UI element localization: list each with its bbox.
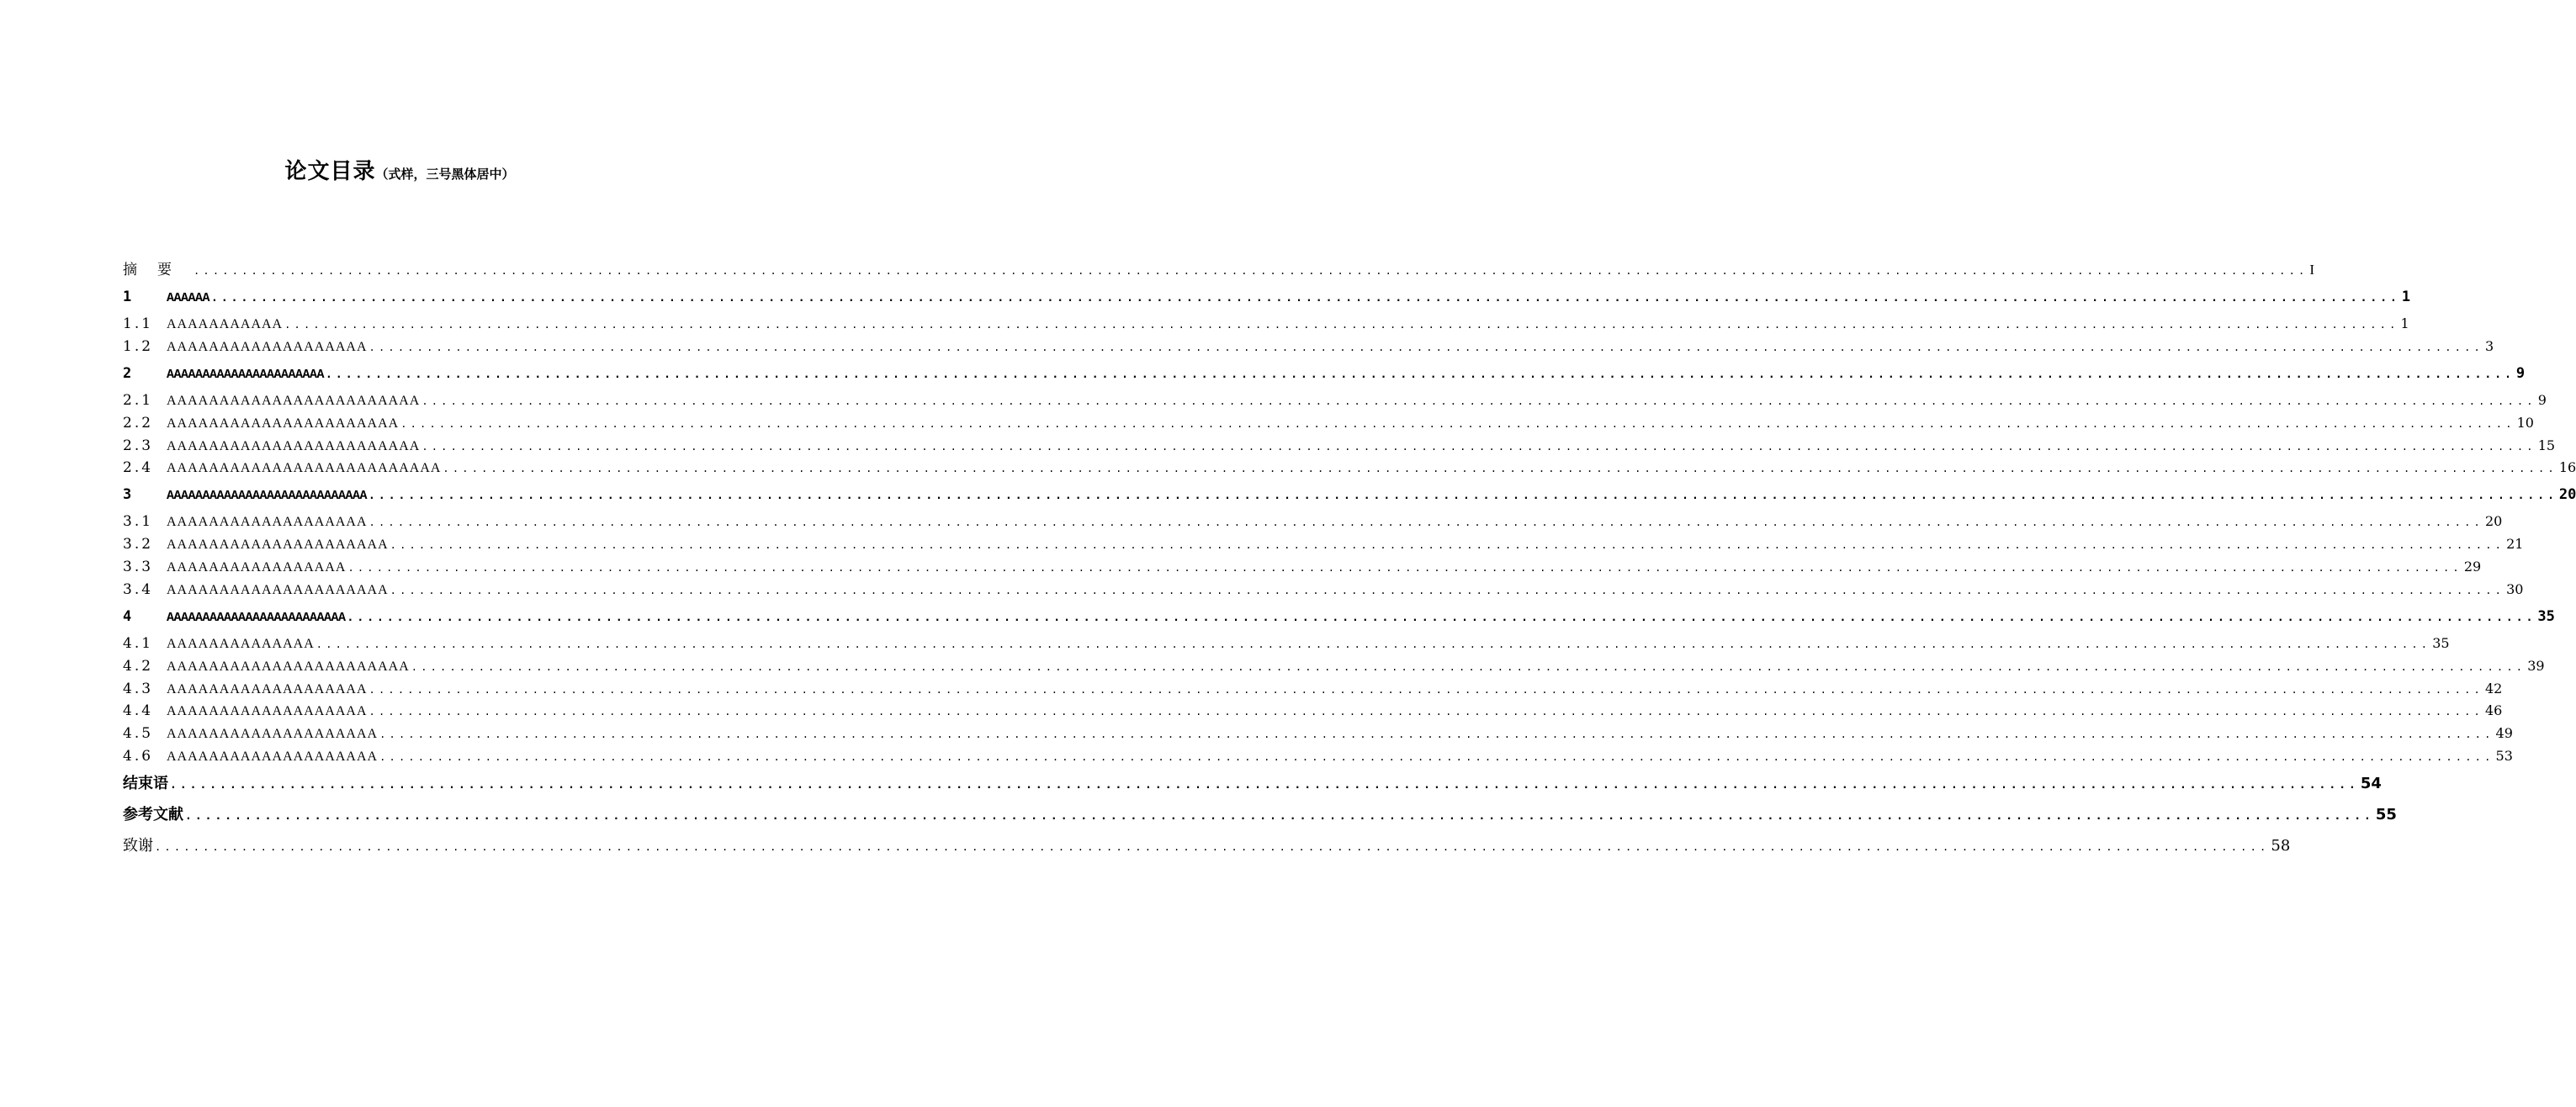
toc-dot-leader: ............................................................................................................................................................................................................................ [368, 516, 2483, 529]
toc-entry-title: 致谢 [123, 837, 153, 855]
toc-entry[interactable] [123, 259, 2315, 282]
toc-entry[interactable] [123, 655, 2545, 678]
toc-entry-title: 摘要 [123, 262, 192, 278]
toc-entry-number: 2.1 [123, 391, 154, 409]
toc-entry-page-number: 54 [2360, 774, 2382, 792]
toc-entry-title: AAAAAAAAAAAAAAAAAAAAAA [167, 416, 400, 431]
toc-entry-page-number: 30 [2506, 580, 2524, 597]
toc-entry-page-number: 9 [2515, 364, 2526, 382]
toc-dot-leader: ............................................................................................................................................................................................................................ [193, 265, 2308, 277]
toc-entry[interactable] [123, 412, 2534, 435]
toc-entry-number: 2.4 [123, 459, 154, 477]
toc-entry-title: AAAAAAAAAAAAAAAAAAA [167, 704, 368, 719]
toc-entry-page-number: 20 [2558, 486, 2576, 504]
toc-dot-leader: ............................................................................................................................................................................................................................ [315, 638, 2431, 650]
toc-entry-title: AAAAAAAAAAAAAAAAAAA [167, 339, 368, 354]
toc-entry-title: AAAAAA [167, 290, 210, 305]
toc-entry[interactable] [123, 336, 2494, 358]
toc-dot-leader: ............................................................................................................................................................................................................................ [379, 750, 2494, 763]
toc-entry-title: 结束语 [123, 774, 168, 792]
toc-entry-title: 参考文献 [123, 806, 183, 824]
toc-entry[interactable] [123, 633, 2450, 655]
toc-entry[interactable] [123, 723, 2513, 745]
toc-entry-page-number: 39 [2527, 657, 2545, 674]
toc-entry-title: AAAAAAAAAAAAAAAAAAAAA [167, 538, 389, 553]
toc-dot-leader: ............................................................................................................................................................................................................................ [390, 539, 2505, 552]
toc-entry-page-number: 29 [2463, 559, 2482, 575]
toc-entry[interactable] [123, 313, 2409, 336]
toc-dot-leader: ............................................................................................................................................................................................................................ [421, 395, 2536, 407]
toc-dot-leader: ............................................................................................................................................................................................................................ [368, 341, 2483, 353]
toc-dot-leader: ............................................................................................................................................................................................................................ [326, 368, 2515, 381]
toc-entry[interactable] [123, 389, 2547, 412]
toc-entry-number: 4.3 [123, 680, 154, 697]
toc-dot-leader: ............................................................................................................................................................................................................................ [368, 683, 2483, 696]
toc-dot-leader: ............................................................................................................................................................................................................................ [211, 291, 2400, 305]
toc-entry-number: 3.1 [123, 513, 154, 531]
toc-entry-number: 3.2 [123, 536, 154, 554]
toc-entry-title: AAAAAAAAAAAAAAAAAAAAA [167, 582, 389, 597]
table-of-contents [123, 259, 2576, 862]
toc-entry-page-number: 58 [2271, 837, 2291, 855]
toc-entry-page-number: 35 [2537, 607, 2555, 625]
toc-entry-title: AAAAAAAAAAAAAA [167, 636, 315, 651]
toc-entry-title: AAAAAAAAAAAAAAAAAAAA [167, 727, 379, 742]
toc-entry-page-number: 21 [2506, 536, 2524, 553]
toc-entry-page-number: 1 [2400, 315, 2409, 332]
toc-entry-title: AAAAAAAAAAAAAAAAA [167, 560, 347, 575]
toc-entry-page-number: 53 [2495, 747, 2513, 764]
toc-entry[interactable] [123, 435, 2556, 458]
toc-entry[interactable] [123, 579, 2524, 601]
toc-entry-number: 2.2 [123, 414, 154, 432]
toc-entry-title: AAAAAAAAAAAAAAAAAAA [167, 515, 368, 530]
toc-dot-leader: ............................................................................................................................................................................................................................ [185, 810, 2374, 824]
toc-entry-page-number: 35 [2432, 634, 2450, 651]
toc-entry-title: AAAAAAAAAAAAAAAAAAAAAAAAAA [167, 461, 442, 476]
toc-entry[interactable] [123, 700, 2503, 723]
toc-dot-leader: ............................................................................................................................................................................................................................ [347, 562, 2462, 575]
toc-entry-page-number: 10 [2516, 414, 2534, 431]
toc-entry-page-number: I [2309, 262, 2315, 278]
toc-entry-title: AAAAAAAAAAAAAAAAAAAAAAAA [167, 393, 421, 408]
toc-entry-page-number: 16 [2558, 459, 2576, 476]
toc-entry-number: 1.2 [123, 337, 154, 355]
toc-dot-leader: ............................................................................................................................................................................................................................ [284, 319, 2399, 331]
toc-entry-number: 1 [123, 288, 132, 305]
toc-entry-title: AAAAAAAAAAAAAAAAAAAAAA [167, 367, 325, 382]
toc-entry[interactable] [123, 745, 2513, 768]
toc-entry-number: 2 [123, 364, 132, 382]
toc-entry[interactable] [123, 768, 2382, 799]
toc-entry-page-number: 46 [2484, 702, 2503, 719]
page-title [0, 154, 799, 185]
toc-entry-number: 3.4 [123, 580, 154, 598]
toc-entry-page-number: 20 [2484, 513, 2503, 530]
toc-dot-leader: ............................................................................................................................................................................................................................ [400, 417, 2515, 430]
toc-dot-leader: ............................................................................................................................................................................................................................ [411, 660, 2526, 673]
toc-entry-page-number: 49 [2495, 725, 2513, 742]
toc-entry[interactable] [123, 533, 2524, 556]
toc-dot-leader: ............................................................................................................................................................................................................................ [421, 440, 2536, 453]
toc-entry-title: AAAAAAAAAAAAAAAAAAAAAAAAAAAA [167, 489, 368, 504]
toc-entry[interactable] [123, 799, 2397, 830]
toc-entry[interactable] [123, 457, 2576, 479]
toc-entry[interactable] [123, 479, 2576, 511]
toc-entry-page-number: 42 [2484, 680, 2503, 697]
toc-entry-page-number: 1 [2401, 288, 2411, 305]
toc-entry-number: 4.2 [123, 657, 154, 675]
toc-entry-title: AAAAAAAAAAAAAAAAAAAAAAA [167, 659, 410, 674]
toc-entry-number: 3.3 [123, 559, 154, 576]
toc-entry-title: AAAAAAAAAAAAAAAAAAAA [167, 749, 379, 764]
toc-entry[interactable] [123, 282, 2411, 313]
toc-entry-number: 4.1 [123, 634, 154, 652]
toc-entry[interactable] [123, 358, 2526, 389]
toc-entry-title: AAAAAAAAAAAAAAAAAAAAAAAAA [167, 610, 346, 625]
title-main: 论文目录 [284, 159, 376, 184]
title-note: （式样，三号黑体居中） [375, 167, 515, 182]
toc-entry-number: 2.3 [123, 437, 154, 454]
toc-entry-title: AAAAAAAAAAAAAAAAAAA [167, 681, 368, 697]
toc-entry-number: 4.5 [123, 725, 154, 743]
toc-entry-page-number: 3 [2484, 337, 2494, 354]
toc-entry[interactable] [123, 830, 2291, 861]
toc-entry-number: 4 [123, 607, 132, 625]
toc-entry[interactable] [123, 678, 2503, 701]
toc-dot-leader: ............................................................................................................................................................................................................................ [390, 584, 2505, 596]
toc-entry[interactable] [123, 601, 2555, 633]
toc-entry-page-number: 55 [2375, 806, 2397, 824]
toc-dot-leader: ............................................................................................................................................................................................................................ [379, 728, 2494, 741]
toc-entry-number: 3 [123, 486, 132, 504]
toc-dot-leader: ............................................................................................................................................................................................................................ [155, 841, 2270, 854]
toc-entry-page-number: 15 [2537, 437, 2556, 453]
toc-entry-number: 4.6 [123, 747, 154, 765]
toc-dot-leader: ............................................................................................................................................................................................................................ [170, 778, 2359, 792]
toc-dot-leader: ............................................................................................................................................................................................................................ [368, 490, 2557, 503]
toc-dot-leader: ............................................................................................................................................................................................................................ [368, 706, 2483, 718]
toc-entry[interactable] [123, 511, 2503, 533]
toc-dot-leader: ............................................................................................................................................................................................................................ [443, 463, 2557, 475]
toc-entry-number: 4.4 [123, 702, 154, 720]
toc-entry-number: 1.1 [123, 315, 154, 333]
toc-entry-title: AAAAAAAAAAA [167, 317, 284, 332]
toc-entry-title: AAAAAAAAAAAAAAAAAAAAAAAA [167, 438, 421, 453]
toc-entry[interactable] [123, 556, 2482, 579]
toc-dot-leader: ............................................................................................................................................................................................................................ [347, 611, 2536, 624]
toc-entry-page-number: 9 [2537, 391, 2547, 408]
